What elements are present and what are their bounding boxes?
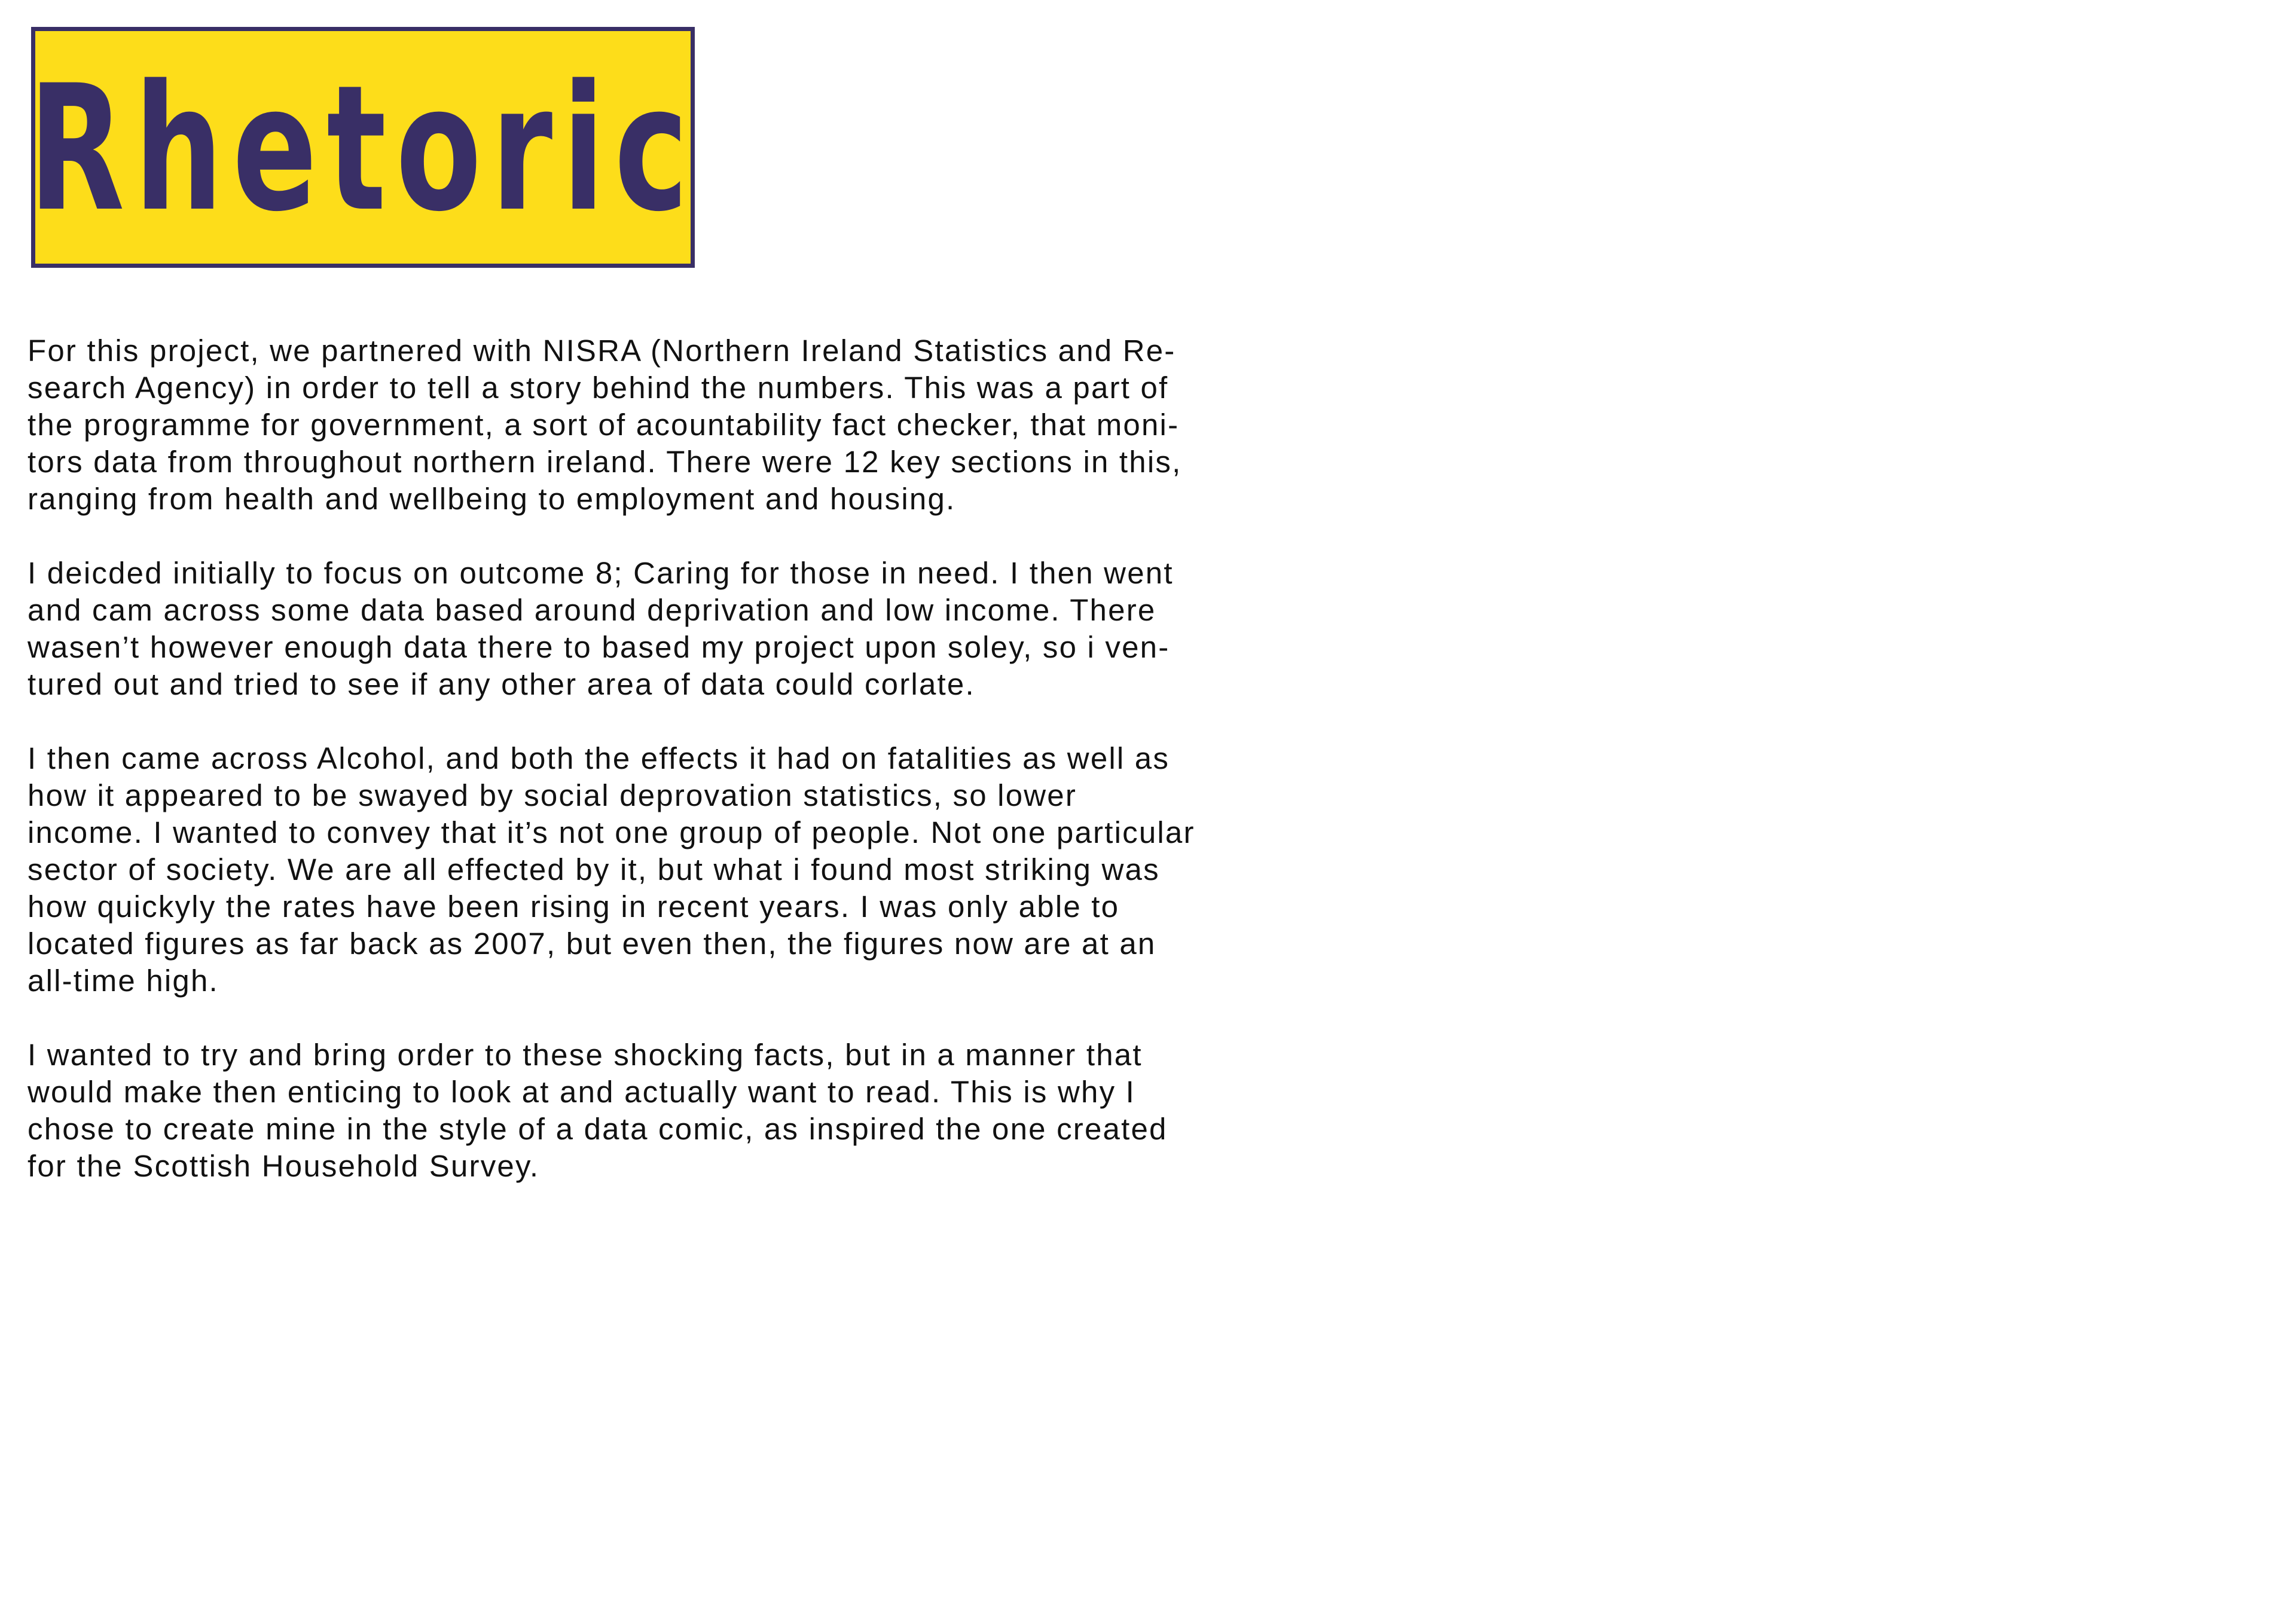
text-line: search Agency) in order to tell a story behind the numbers. This was a part of xyxy=(28,371,1169,405)
text-line: For this project, we partnered with NISRA (Northern Ireland Statistics and Re- xyxy=(28,334,1176,368)
text-line: how it appeared to be swayed by social deprovation statistics, so lower xyxy=(28,778,1077,812)
text-line: sector of society. We are all effected by it, but what i found most striking was xyxy=(28,852,1160,887)
paragraph-intro xyxy=(28,332,1247,518)
text-line: the programme for government, a sort of acountability fact checker, that moni- xyxy=(28,408,1180,442)
text-line: income. I wanted to convey that it’s not one group of people. Not one particular xyxy=(28,815,1195,849)
paragraph-conclusion xyxy=(28,1037,1247,1185)
text-line: how quickyly the rates have been rising in recent years. I was only able to xyxy=(28,890,1120,924)
text-line: I wanted to try and bring order to these shocking facts, but in a manner that xyxy=(28,1038,1143,1072)
text-line: I deicded initially to focus on outcome 8; Caring for those in need. I then went xyxy=(28,556,1174,590)
body-text xyxy=(28,332,1247,1222)
text-line: ranging from health and wellbeing to employment and housing. xyxy=(28,482,956,516)
text-line: would make then enticing to look at and actually want to read. This is why I xyxy=(28,1075,1136,1109)
text-line: all-time high. xyxy=(28,964,219,998)
text-line: wasen’t however enough data there to based my project upon soley, so i ven- xyxy=(28,630,1170,664)
paragraph-alcohol xyxy=(28,740,1247,1000)
text-line: located figures as far back as 2007, but even then, the figures now are at an xyxy=(28,927,1156,961)
page-title: Rhetoric xyxy=(28,48,698,250)
text-line: I then came across Alcohol, and both the effects it had on fatalities as well as xyxy=(28,741,1170,775)
text-line: and cam across some data based around deprivation and low income. There xyxy=(28,593,1156,627)
text-line: for the Scottish Household Survey. xyxy=(28,1149,540,1183)
text-line: tured out and tried to see if any other area of data could corlate. xyxy=(28,667,975,701)
title-banner xyxy=(28,27,698,268)
text-line: tors data from throughout northern ireland. There were 12 key sections in this, xyxy=(28,445,1182,479)
text-line: chose to create mine in the style of a data comic, as inspired the one created xyxy=(28,1112,1168,1146)
paragraph-focus xyxy=(28,555,1247,703)
